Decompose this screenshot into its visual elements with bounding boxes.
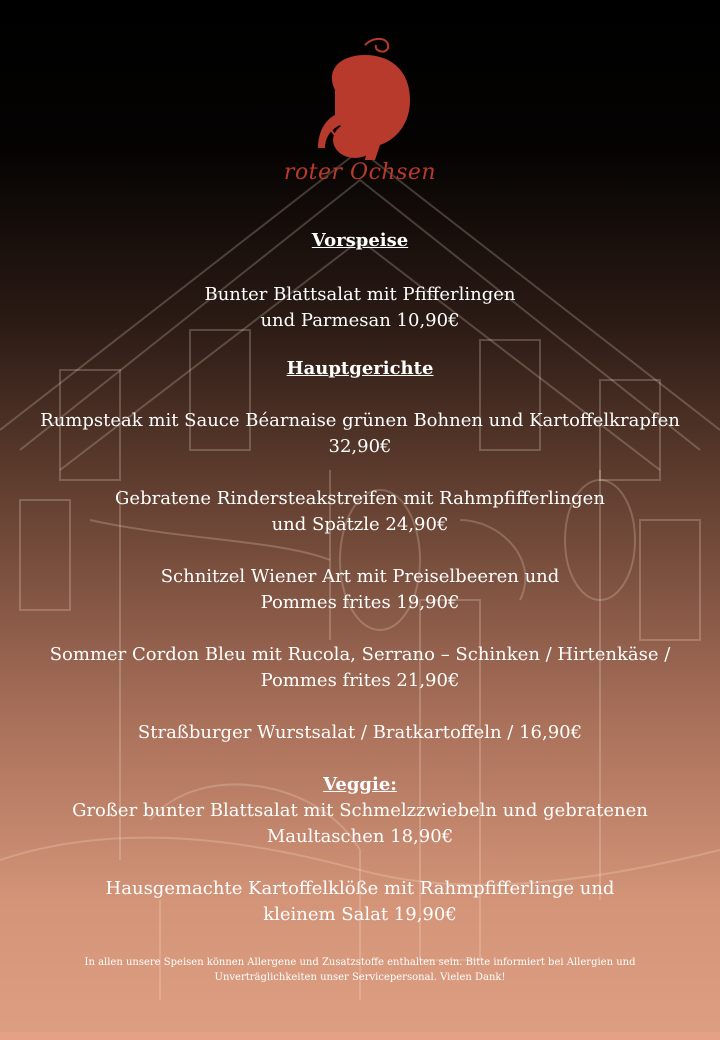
- menu-item-main-3: Schnitzel Wiener Art mit Preiselbeeren und Pommes frites 19,90€: [160, 566, 560, 613]
- section-heading-starter: Vorspeise: [311, 230, 409, 251]
- bottom-border: [0, 1032, 720, 1040]
- allergen-footnote: In allen unsere Speisen können Allergene und Zusatzstoffe enthalten sein. Bitte informiert bei Allergien und Unverträglichkeiten unser Servicepersonal. Vielen Dank!: [84, 957, 636, 983]
- menu-item-veggie-2: Hausgemachte Kartoffelklöße mit Rahmpfifferlinge und kleinem Salat 19,90€: [105, 878, 615, 925]
- menu-item-main-4: Sommer Cordon Bleu mit Rucola, Serrano – Schinken / Hirtenkäse / Pommes frites 21,90€: [49, 644, 671, 691]
- brand-wordmark: roter Ochsen: [283, 160, 437, 185]
- section-heading-mains: Hauptgerichte: [286, 358, 434, 379]
- menu-item-veggie-1: Großer bunter Blattsalat mit Schmelzzwiebeln und gebratenen Maultaschen 18,90€: [72, 800, 648, 847]
- menu-item-main-2: Gebratene Rindersteakstreifen mit Rahmpfifferlingen und Spätzle 24,90€: [115, 488, 605, 535]
- menu-item-starter-1: Bunter Blattsalat mit Pfifferlingen und Parmesan 10,90€: [204, 284, 516, 331]
- menu-item-main-5: Straßburger Wurstsalat / Bratkartoffeln / 16,90€: [137, 722, 583, 743]
- menu-content: [0, 228, 720, 928]
- menu-item-main-1: Rumpsteak mit Sauce Béarnaise grünen Bohnen und Kartoffelkrapfen 32,90€: [40, 410, 680, 457]
- section-heading-veggie: Veggie:: [323, 774, 397, 795]
